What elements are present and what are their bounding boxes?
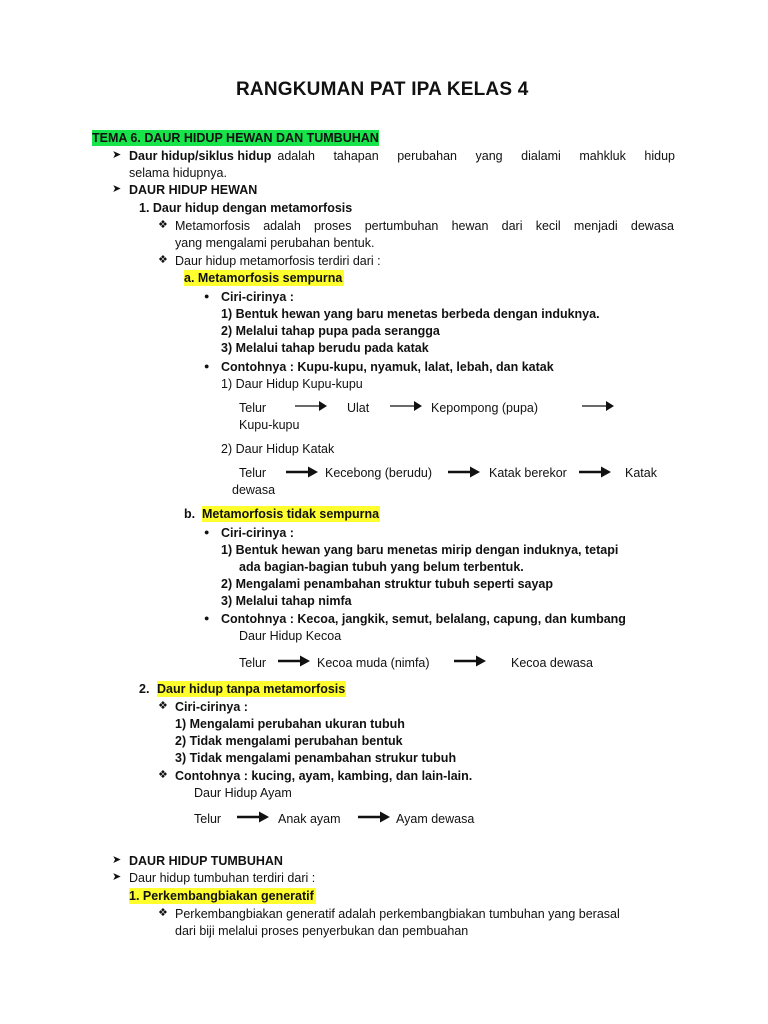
tanpa-ciri-3: 3) Tidak mengalami penambahan strukur tubuh — [175, 751, 457, 765]
sempurna-ciri-3: 3) Melalui tahap berudu pada katak — [221, 341, 429, 355]
sempurna-ciri-label: Ciri-cirinya : — [221, 290, 294, 304]
kecoa-step-muda: Kecoa muda (nimfa) — [317, 656, 430, 670]
four-diamond-bullet-icon: ❖ — [158, 700, 168, 712]
metamorfosis-def-1: Metamorfosis adalah proses pertumbuhan hewan dari kecil menjadi dewasa — [175, 219, 674, 233]
tidak-ciri-1b: ada bagian-bagian tubuh yang belum terbentuk. — [239, 560, 524, 574]
arrowhead-bullet-icon: ➤ — [112, 871, 122, 883]
dot-bullet-icon: ● — [204, 361, 210, 371]
katak-step-dewasa: dewasa — [232, 483, 276, 497]
tumbuhan-terdiri: Daur hidup tumbuhan terdiri dari : — [129, 871, 316, 885]
hewan-heading: DAUR HIDUP HEWAN — [129, 183, 258, 197]
sempurna-heading: a. Metamorfosis sempurna — [184, 271, 343, 285]
right-arrow-icon — [578, 465, 612, 479]
ayam-step-anak: Anak ayam — [278, 812, 341, 826]
sempurna-ciri-2: 2) Melalui tahap pupa pada serangga — [221, 324, 440, 338]
tidak-sempurna-heading: Metamorfosis tidak sempurna — [202, 507, 380, 521]
kecoa-step-telur: Telur — [239, 656, 267, 670]
right-arrow-icon — [285, 465, 319, 479]
dot-bullet-icon: ● — [204, 527, 210, 537]
intro-term: Daur hidup/siklus hidup — [129, 149, 272, 163]
intro-line-2: selama hidupnya. — [129, 166, 227, 180]
four-diamond-bullet-icon: ❖ — [158, 254, 168, 266]
intro-line-1 — [129, 148, 675, 164]
four-diamond-bullet-icon: ❖ — [158, 907, 168, 919]
intro-rest-1: adalah tahapan perubahan yang dialami mahkluk hidup — [277, 149, 675, 163]
tanpa-ciri-label: Ciri-cirinya : — [175, 700, 248, 714]
katak-step-kecebong: Kecebong (berudu) — [325, 466, 433, 480]
kupu-step-kepompong: Kepompong (pupa) — [431, 401, 539, 415]
kupu-step-telur: Telur — [239, 401, 267, 415]
four-diamond-bullet-icon: ❖ — [158, 219, 168, 231]
kupu-step-kupu: Kupu-kupu — [239, 418, 300, 432]
four-diamond-bullet-icon: ❖ — [158, 769, 168, 781]
right-arrow-icon — [447, 465, 481, 479]
tanpa-ciri-1: 1) Mengalami perubahan ukuran tubuh — [175, 717, 405, 731]
tumbuhan-heading: DAUR HIDUP TUMBUHAN — [129, 854, 283, 868]
katak-step-katak: Katak — [625, 466, 657, 480]
katak-step-telur: Telur — [239, 466, 267, 480]
tanpa-contoh: Contohnya : kucing, ayam, kambing, dan lain-lain. — [175, 769, 473, 783]
dot-bullet-icon: ● — [204, 291, 210, 301]
generatif-def-1: Perkembangbiakan generatif adalah perkembangbiakan tumbuhan yang berasal — [175, 907, 620, 921]
kupu-label: 1) Daur Hidup Kupu-kupu — [221, 377, 363, 391]
right-arrow-icon — [389, 399, 423, 413]
right-arrow-icon — [277, 654, 311, 668]
metamorfosis-def-2: yang mengalami perubahan bentuk. — [175, 236, 375, 250]
tidak-contoh: Contohnya : Kecoa, jangkik, semut, belalang, capung, dan kumbang — [221, 612, 626, 626]
tanpa-heading: Daur hidup tanpa metamorfosis — [157, 682, 346, 696]
sempurna-contoh: Contohnya : Kupu-kupu, nyamuk, lalat, lebah, dan katak — [221, 360, 554, 374]
generatif-heading: 1. Perkembangbiakan generatif — [129, 889, 314, 903]
sempurna-ciri-1: 1) Bentuk hewan yang baru menetas berbeda dengan induknya. — [221, 307, 600, 321]
tidak-sempurna-prefix: b. — [184, 507, 196, 521]
katak-label: 2) Daur Hidup Katak — [221, 442, 335, 456]
right-arrow-icon — [294, 399, 328, 413]
tidak-ciri-3: 3) Melalui tahap nimfa — [221, 594, 352, 608]
right-arrow-icon — [581, 399, 615, 413]
right-arrow-icon — [453, 654, 487, 668]
arrowhead-bullet-icon: ➤ — [112, 149, 122, 161]
kupu-step-ulat: Ulat — [347, 401, 370, 415]
dot-bullet-icon: ● — [204, 613, 210, 623]
katak-step-berekor: Katak berekor — [489, 466, 567, 480]
tidak-ciri-1a: 1) Bentuk hewan yang baru menetas mirip dengan induknya, tetapi — [221, 543, 619, 557]
tanpa-prefix: 2. — [139, 682, 150, 696]
generatif-def-2: dari biji melalui proses penyerbukan dan pembuahan — [175, 924, 469, 938]
tidak-ciri-2: 2) Mengalami penambahan struktur tubuh seperti sayap — [221, 577, 554, 591]
document-title: RANGKUMAN PAT IPA KELAS 4 — [236, 79, 529, 100]
right-arrow-icon — [357, 810, 391, 824]
kecoa-label: Daur Hidup Kecoa — [239, 629, 342, 643]
tanpa-ciri-2: 2) Tidak mengalami perubahan bentuk — [175, 734, 403, 748]
ayam-step-dewasa: Ayam dewasa — [396, 812, 475, 826]
ayam-step-telur: Telur — [194, 812, 222, 826]
metamorfosis-terdiri: Daur hidup metamorfosis terdiri dari : — [175, 254, 381, 268]
metamorfosis-heading: 1. Daur hidup dengan metamorfosis — [139, 201, 353, 215]
tema-heading: TEMA 6. DAUR HIDUP HEWAN DAN TUMBUHAN — [92, 131, 379, 145]
arrowhead-bullet-icon: ➤ — [112, 183, 122, 195]
right-arrow-icon — [236, 810, 270, 824]
arrowhead-bullet-icon: ➤ — [112, 854, 122, 866]
ayam-label: Daur Hidup Ayam — [194, 786, 292, 800]
kecoa-step-dewasa: Kecoa dewasa — [511, 656, 594, 670]
tidak-ciri-label: Ciri-cirinya : — [221, 526, 294, 540]
